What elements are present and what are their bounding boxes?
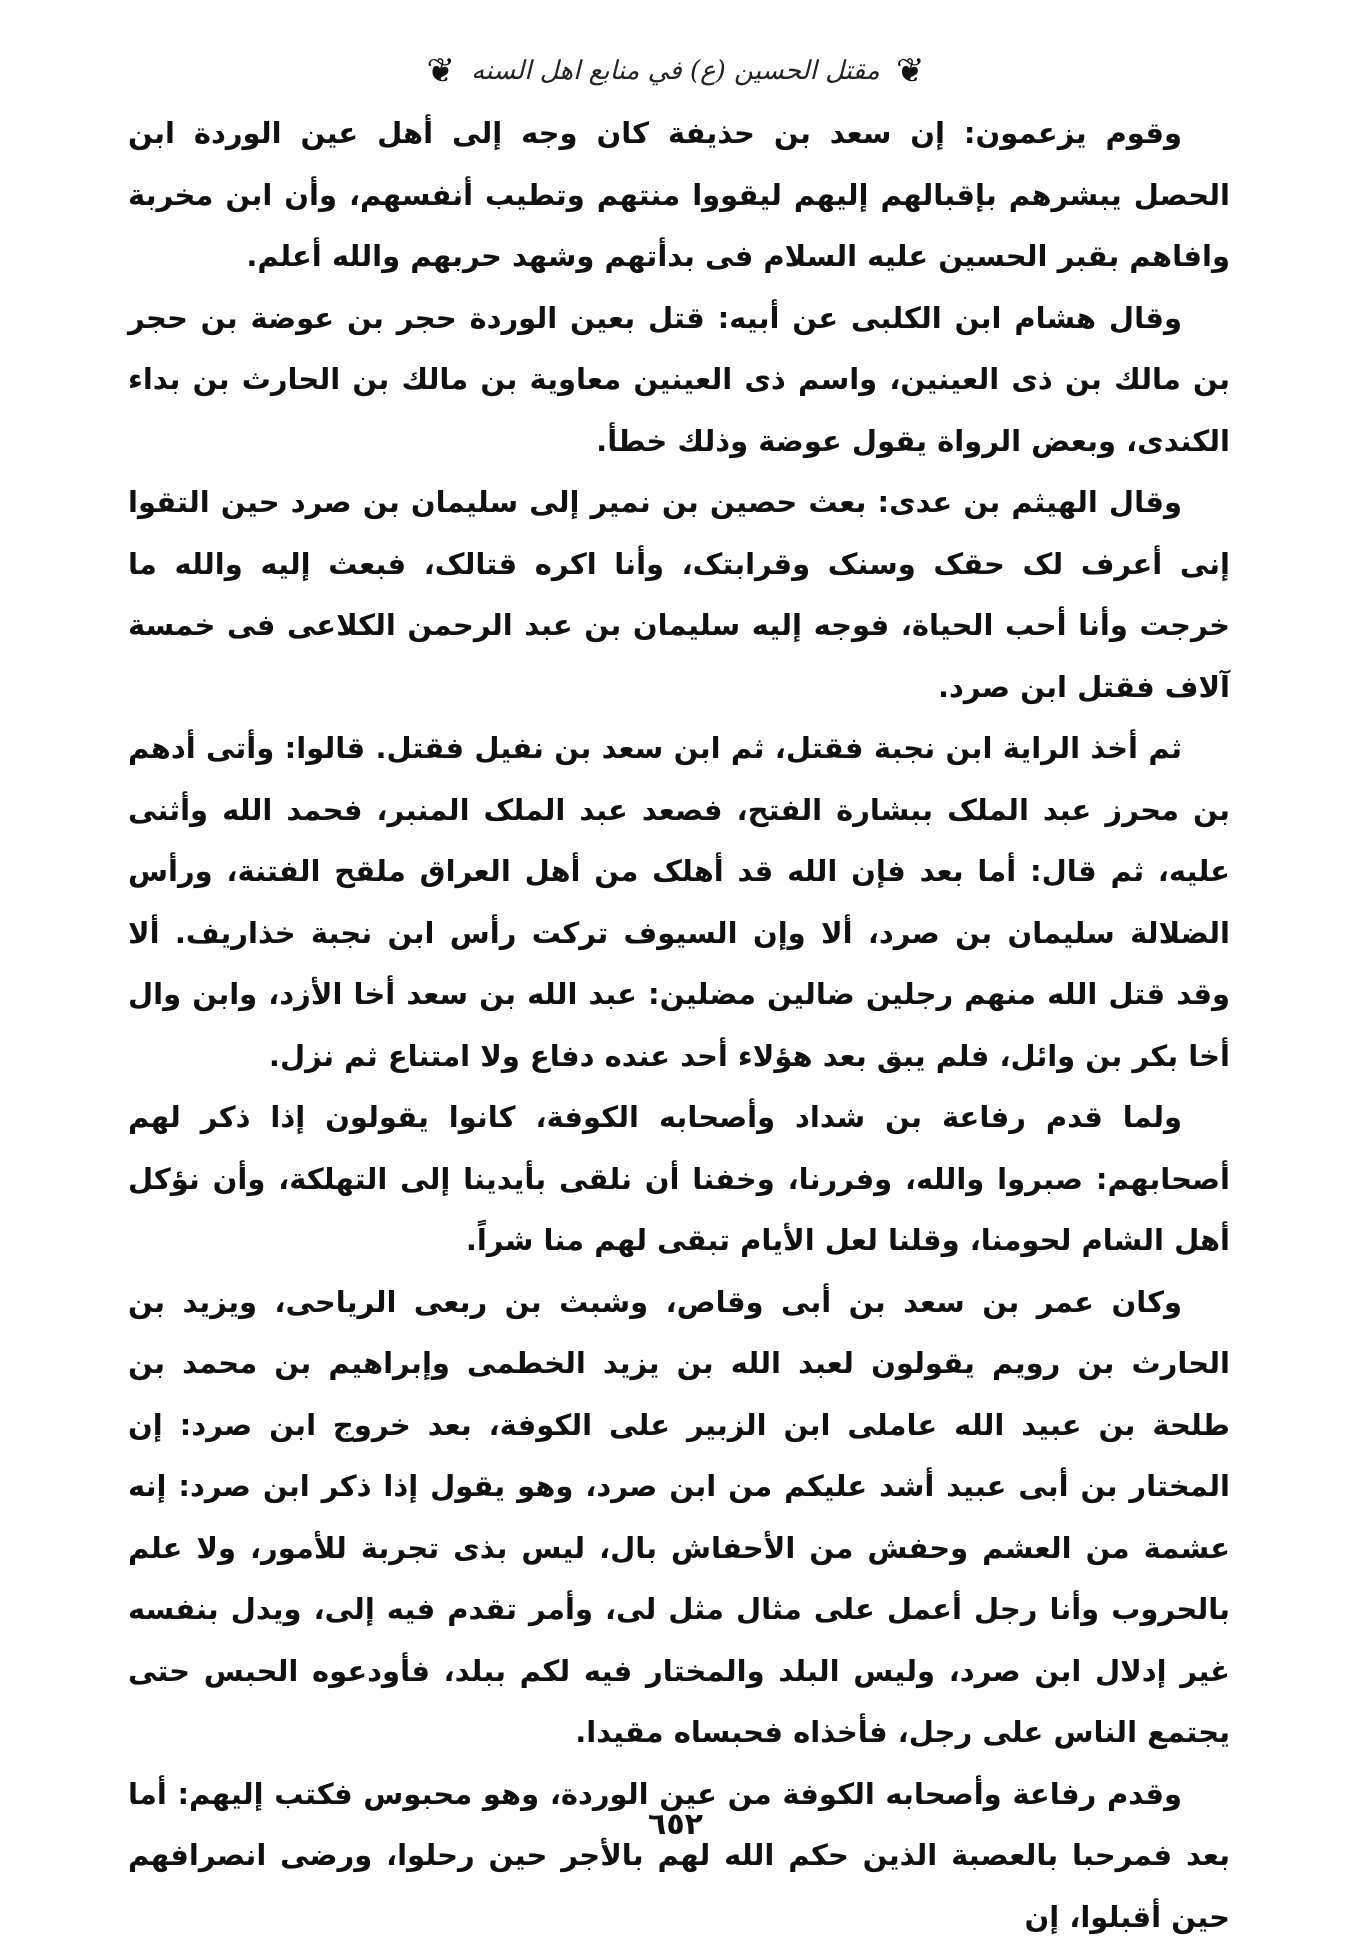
page-number: ٦٥٢: [0, 1807, 1351, 1842]
paragraph: ثم أخذ الراية ابن نجبة فقتل، ثم ابن سعد بن نفيل فقتل. قالوا: وأتى أدهم بن محرز عبد الملک ببشارة الفتح، فصعد عبد الملک المنبر، فحمد الله وأثنى عليه، ثم قال: أما بعد فإن الله قد أهلک من أهل العراق ملقح الفتنة، ورأس الضلالة سليمان بن صرد، ألا وإن السيوف تركت رأس ابن نجبة خذاريف. ألا وقد قتل الله منهم رجلين ضالين مضلين: عبد الله بن سعد أخا الأزد، وابن وال أخا بكر بن وائل، فلم يبق بعد هؤلاء أحد عنده دفاع ولا امتناع ثم نزل.: [128, 718, 1230, 1087]
paragraph: وقدم رفاعة وأصحابه الكوفة من عين الوردة، وهو محبوس فكتب إليهم: أما بعد فمرحبا بالعصبة الذين حكم الله لهم بالأجر حين رحلوا، ورضى انصرافهم حين أقبلوا، إن: [128, 1764, 1230, 1948]
paragraph: وقوم يزعمون: إن سعد بن حذيفة كان وجه إلى أهل عين الوردة ابن الحصل يبشرهم بإقبالهم إليهم ليقووا منتهم وتطيب أنفسهم، وأن ابن مخربة وافاهم بقبر الحسين عليه السلام فى بدأتهم وشهد حربهم والله أعلم.: [128, 103, 1230, 288]
header-title: مقتل الحسين (ع) في منابع اهل السنه: [471, 56, 879, 86]
header-ornament-right-icon: ❦: [896, 51, 925, 91]
paragraph: ولما قدم رفاعة بن شداد وأصحابه الكوفة، كانوا يقولون إذا ذكر لهم أصحابهم: صبروا والله، وفررنا، وخفنا أن نلقى بأيدينا إلى التهلكة، وأن نؤكل أهل الشام لحومنا، وقلنا لعل الأيام تبقى لهم منا شراً.: [128, 1087, 1230, 1272]
header-ornament-left-icon: ❦: [427, 51, 456, 91]
body-text: [128, 103, 1230, 1948]
paragraph: وقال هشام ابن الكلبى عن أبيه: قتل بعين الوردة حجر بن عوضة بن حجر بن مالك بن ذى العينين، واسم ذى العينين معاوية بن مالك بن الحارث بن بداء الكندى، وبعض الرواة يقول عوضة وذلك خطأ.: [128, 288, 1230, 473]
running-header: [0, 50, 1351, 91]
paragraph: وقال الهيثم بن عدى: بعث حصين بن نمير إلى سليمان بن صرد حين التقوا إنى أعرف لک حقک وسنک وقرابتک، وأنا اكره قتالک، فبعث إليه والله ما خرجت وأنا أحب الحياة، فوجه إليه سليمان بن عبد الرحمن الكلاعى فى خمسة آلاف فقتل ابن صرد.: [128, 472, 1230, 718]
paragraph: وكان عمر بن سعد بن أبى وقاص، وشبث بن ربعى الرياحى، ويزيد بن الحارث بن رويم يقولون لعبد الله بن يزيد الخطمى وإبراهيم بن محمد بن طلحة بن عبيد الله عاملى ابن الزبير على الكوفة، بعد خروج ابن صرد: إن المختار بن أبى عبيد أشد عليكم من ابن صرد، وهو يقول إذا ذكر ابن صرد: إنه عشمة من العشم وحفش من الأحفاش بال، ليس بذى تجربة للأمور، ولا علم بالحروب وأنا رجل أعمل على مثال مثل لى، وأمر تقدم فيه إلى، ويدل بنفسه غير إدلال ابن صرد، وليس البلد والمختار فيه لكم ببلد، فأودعوه الحبس حتى يجتمع الناس على رجل، فأخذاه فحبساه مقيدا.: [128, 1272, 1230, 1764]
